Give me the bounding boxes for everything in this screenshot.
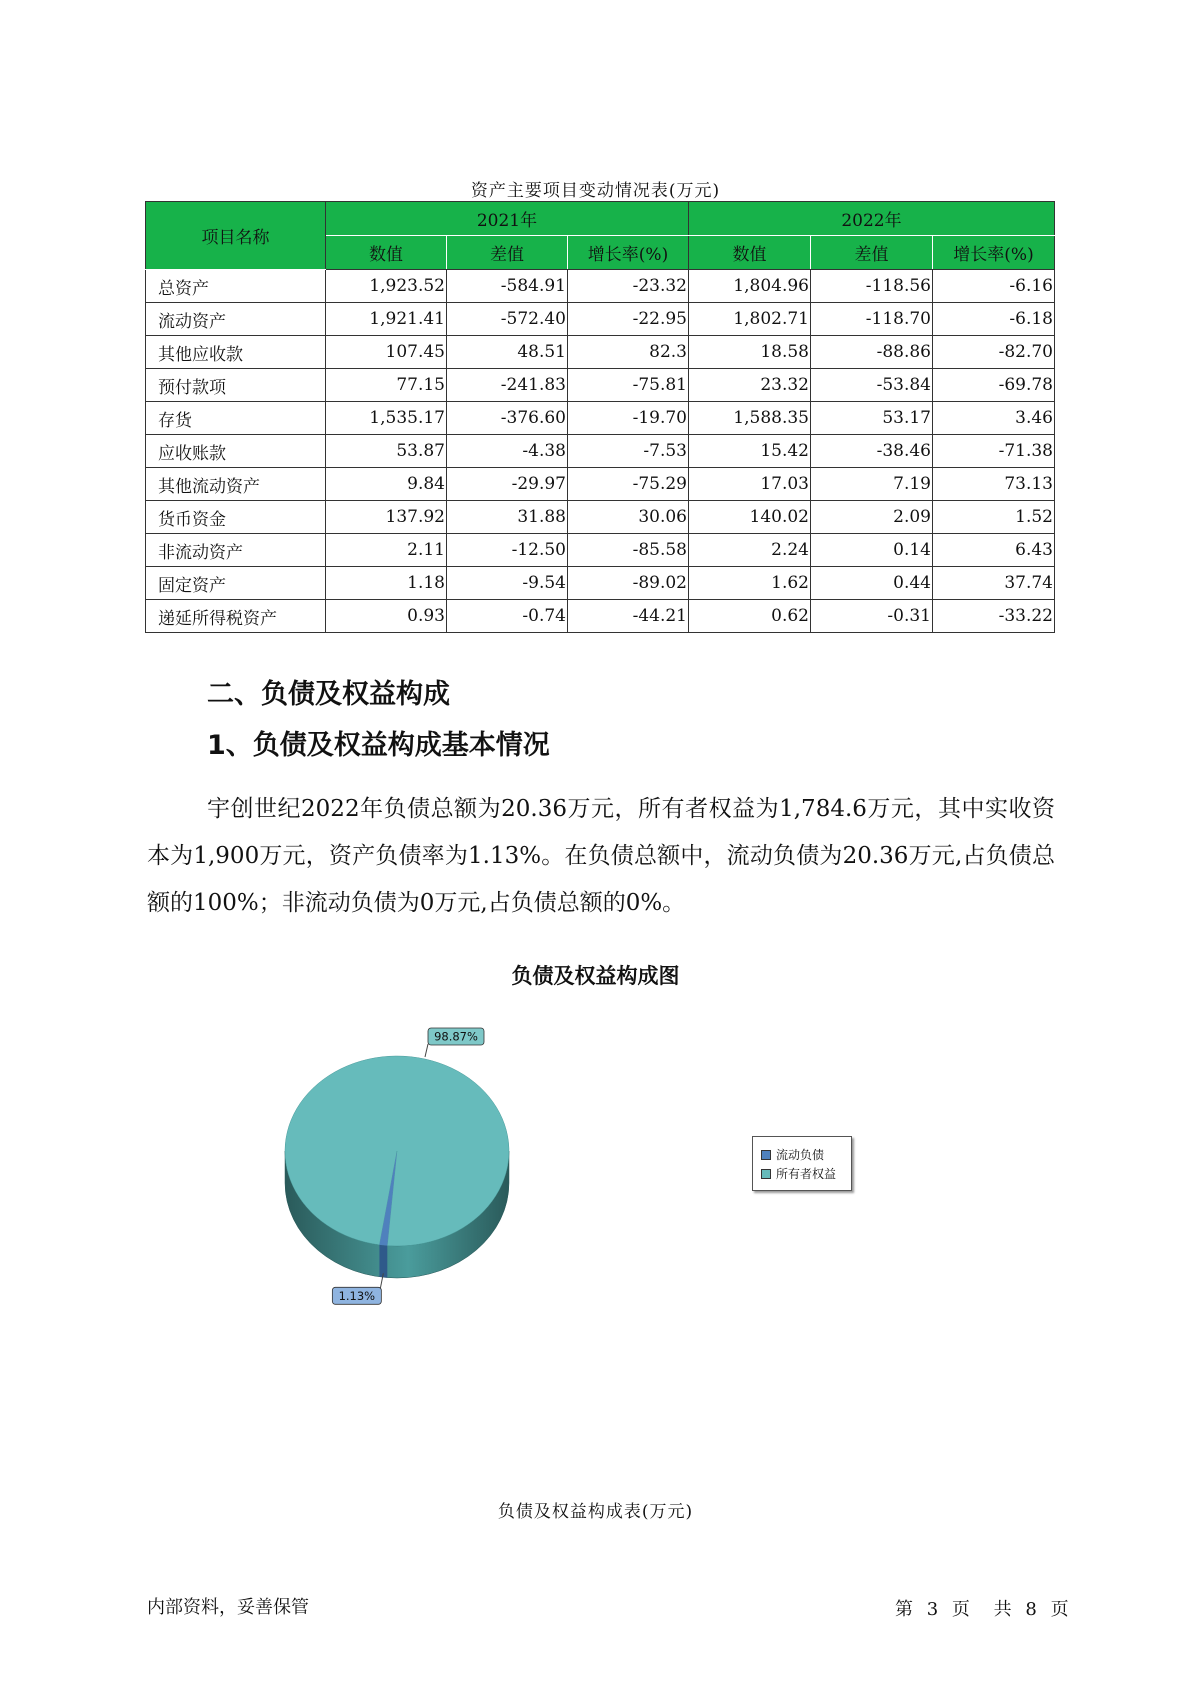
table-cell: 37.74 <box>933 567 1055 600</box>
legend-item-current-liabilities <box>761 1146 824 1163</box>
table-cell: 6.43 <box>933 534 1055 567</box>
summary-paragraph: 宇创世纪2022年负债总额为20.36万元，所有者权益为1,784.6万元，其中实收资本为1,900万元，资产负债率为1.13%。在负债总额中，流动负债为20.36万元,占负债总额的100%；非流动负债为0万元,占负债总额的0%。 <box>147 796 1055 916</box>
table-cell: 82.3 <box>568 336 689 369</box>
total-pages: 8 <box>1025 1599 1037 1620</box>
table-cell: 140.02 <box>689 501 811 534</box>
subsection-heading: 1、负债及权益构成基本情况 <box>207 730 550 761</box>
table-cell: 0.44 <box>811 567 933 600</box>
subheader-growth-2022: 增长率(%) <box>933 236 1055 270</box>
table-cell: 2.11 <box>326 534 447 567</box>
chart-legend <box>752 1136 852 1191</box>
subheader-diff-2021: 差值 <box>447 236 568 270</box>
row-item-name: 固定资产 <box>146 567 326 600</box>
table-cell: 7.19 <box>811 468 933 501</box>
table-cell: -7.53 <box>568 435 689 468</box>
asset-change-table <box>145 201 1055 633</box>
table-cell: -29.97 <box>447 468 568 501</box>
table-cell: -241.83 <box>447 369 568 402</box>
table-cell: -75.29 <box>568 468 689 501</box>
table-cell: -118.70 <box>811 303 933 336</box>
footer-confidential-note: 内部资料，妥善保管 <box>147 1597 309 1618</box>
current-page: 3 <box>926 1599 939 1620</box>
table-cell: 137.92 <box>326 501 447 534</box>
table-cell: 53.17 <box>811 402 933 435</box>
legend-item-owners-equity <box>761 1165 836 1182</box>
total-label: 共 <box>993 1599 1012 1620</box>
table-cell: -584.91 <box>447 270 568 303</box>
table-cell: -12.50 <box>447 534 568 567</box>
table-row <box>146 501 1055 534</box>
row-item-name: 存货 <box>146 402 326 435</box>
table-row <box>146 534 1055 567</box>
row-item-name: 流动资产 <box>146 303 326 336</box>
legend-swatch <box>761 1169 771 1179</box>
table-cell: -572.40 <box>447 303 568 336</box>
table-cell: -22.95 <box>568 303 689 336</box>
table-cell: 1.62 <box>689 567 811 600</box>
table-cell: 15.42 <box>689 435 811 468</box>
legend-label: 流动负债 <box>776 1148 825 1162</box>
table-cell: -23.32 <box>568 270 689 303</box>
row-item-name: 货币资金 <box>146 501 326 534</box>
table-cell: 1,923.52 <box>326 270 447 303</box>
header-year-2022: 2022年 <box>689 202 1055 236</box>
table-cell: -38.46 <box>811 435 933 468</box>
table-cell: 1.52 <box>933 501 1055 534</box>
table-cell: -118.56 <box>811 270 933 303</box>
table-cell: 9.84 <box>326 468 447 501</box>
page-label: 页 <box>951 1599 970 1620</box>
table-cell: 2.24 <box>689 534 811 567</box>
pie-slice-owners-equity <box>285 1056 509 1246</box>
page-label: 第 <box>895 1599 913 1620</box>
table-cell: -9.54 <box>447 567 568 600</box>
pie-leader-line <box>425 1044 428 1057</box>
table-cell: 3.46 <box>933 402 1055 435</box>
table-row <box>146 402 1055 435</box>
asset-table-caption: 资产主要项目变动情况表(万元) <box>470 181 721 201</box>
table-row <box>146 435 1055 468</box>
pie-label-current-liabilities: 1.13% <box>338 1288 376 1303</box>
row-item-name: 总资产 <box>146 270 326 303</box>
table-cell: 23.32 <box>689 369 811 402</box>
table-cell: -376.60 <box>447 402 568 435</box>
table-cell: 107.45 <box>326 336 447 369</box>
table-cell: 1,535.17 <box>326 402 447 435</box>
table-cell: 0.62 <box>689 600 811 633</box>
total-label: 页 <box>1050 1599 1069 1620</box>
table-cell: 48.51 <box>447 336 568 369</box>
table-row <box>146 303 1055 336</box>
liability-table-caption: 负债及权益构成表(万元) <box>497 1502 694 1522</box>
table-cell: 0.93 <box>326 600 447 633</box>
table-cell: -85.58 <box>568 534 689 567</box>
table-cell: -69.78 <box>933 369 1055 402</box>
table-cell: 31.88 <box>447 501 568 534</box>
table-cell: 73.13 <box>933 468 1055 501</box>
table-cell: 18.58 <box>689 336 811 369</box>
footer-page-number <box>895 1595 1069 1621</box>
subheader-growth-2021: 增长率(%) <box>568 236 689 270</box>
legend-swatch <box>761 1150 771 1160</box>
table-row <box>146 336 1055 369</box>
table-row <box>146 270 1055 303</box>
legend-label: 所有者权益 <box>776 1167 837 1181</box>
table-cell: -82.70 <box>933 336 1055 369</box>
pie-label-owners-equity: 98.87% <box>434 1029 478 1044</box>
table-row <box>146 600 1055 633</box>
table-cell: 53.87 <box>326 435 447 468</box>
pie-slice-side-current-liabilities <box>379 1245 387 1278</box>
table-cell: -6.16 <box>933 270 1055 303</box>
table-row <box>146 567 1055 600</box>
table-cell: 1,804.96 <box>689 270 811 303</box>
row-item-name: 其他应收款 <box>146 336 326 369</box>
table-cell: 30.06 <box>568 501 689 534</box>
table-row <box>146 468 1055 501</box>
table-cell: -33.22 <box>933 600 1055 633</box>
table-cell: -44.21 <box>568 600 689 633</box>
subheader-value-2022: 数值 <box>689 236 811 270</box>
row-item-name: 非流动资产 <box>146 534 326 567</box>
table-cell: -0.74 <box>447 600 568 633</box>
table-cell: 1,921.41 <box>326 303 447 336</box>
row-item-name: 其他流动资产 <box>146 468 326 501</box>
pie-chart <box>280 1000 580 1303</box>
section-heading: 二、负债及权益构成 <box>207 679 450 710</box>
row-item-name: 应收账款 <box>146 435 326 468</box>
table-cell: 1,588.35 <box>689 402 811 435</box>
subheader-value-2021: 数值 <box>326 236 447 270</box>
table-cell: -71.38 <box>933 435 1055 468</box>
table-cell: -19.70 <box>568 402 689 435</box>
table-cell: 1,802.71 <box>689 303 811 336</box>
table-cell: -4.38 <box>447 435 568 468</box>
table-cell: -0.31 <box>811 600 933 633</box>
row-item-name: 预付款项 <box>146 369 326 402</box>
table-cell: -89.02 <box>568 567 689 600</box>
subheader-diff-2022: 差值 <box>811 236 933 270</box>
table-cell: 1.18 <box>326 567 447 600</box>
table-cell: 0.14 <box>811 534 933 567</box>
table-cell: -6.18 <box>933 303 1055 336</box>
header-year-2021: 2021年 <box>326 202 689 236</box>
table-row <box>146 369 1055 402</box>
table-cell: -75.81 <box>568 369 689 402</box>
table-cell: -88.86 <box>811 336 933 369</box>
table-cell: 77.15 <box>326 369 447 402</box>
table-cell: -53.84 <box>811 369 933 402</box>
row-item-name: 递延所得税资产 <box>146 600 326 633</box>
chart-title: 负债及权益构成图 <box>511 964 680 988</box>
asset-table-body <box>146 270 1055 633</box>
table-cell: 2.09 <box>811 501 933 534</box>
header-item-name: 项目名称 <box>146 202 326 270</box>
table-cell: 17.03 <box>689 468 811 501</box>
